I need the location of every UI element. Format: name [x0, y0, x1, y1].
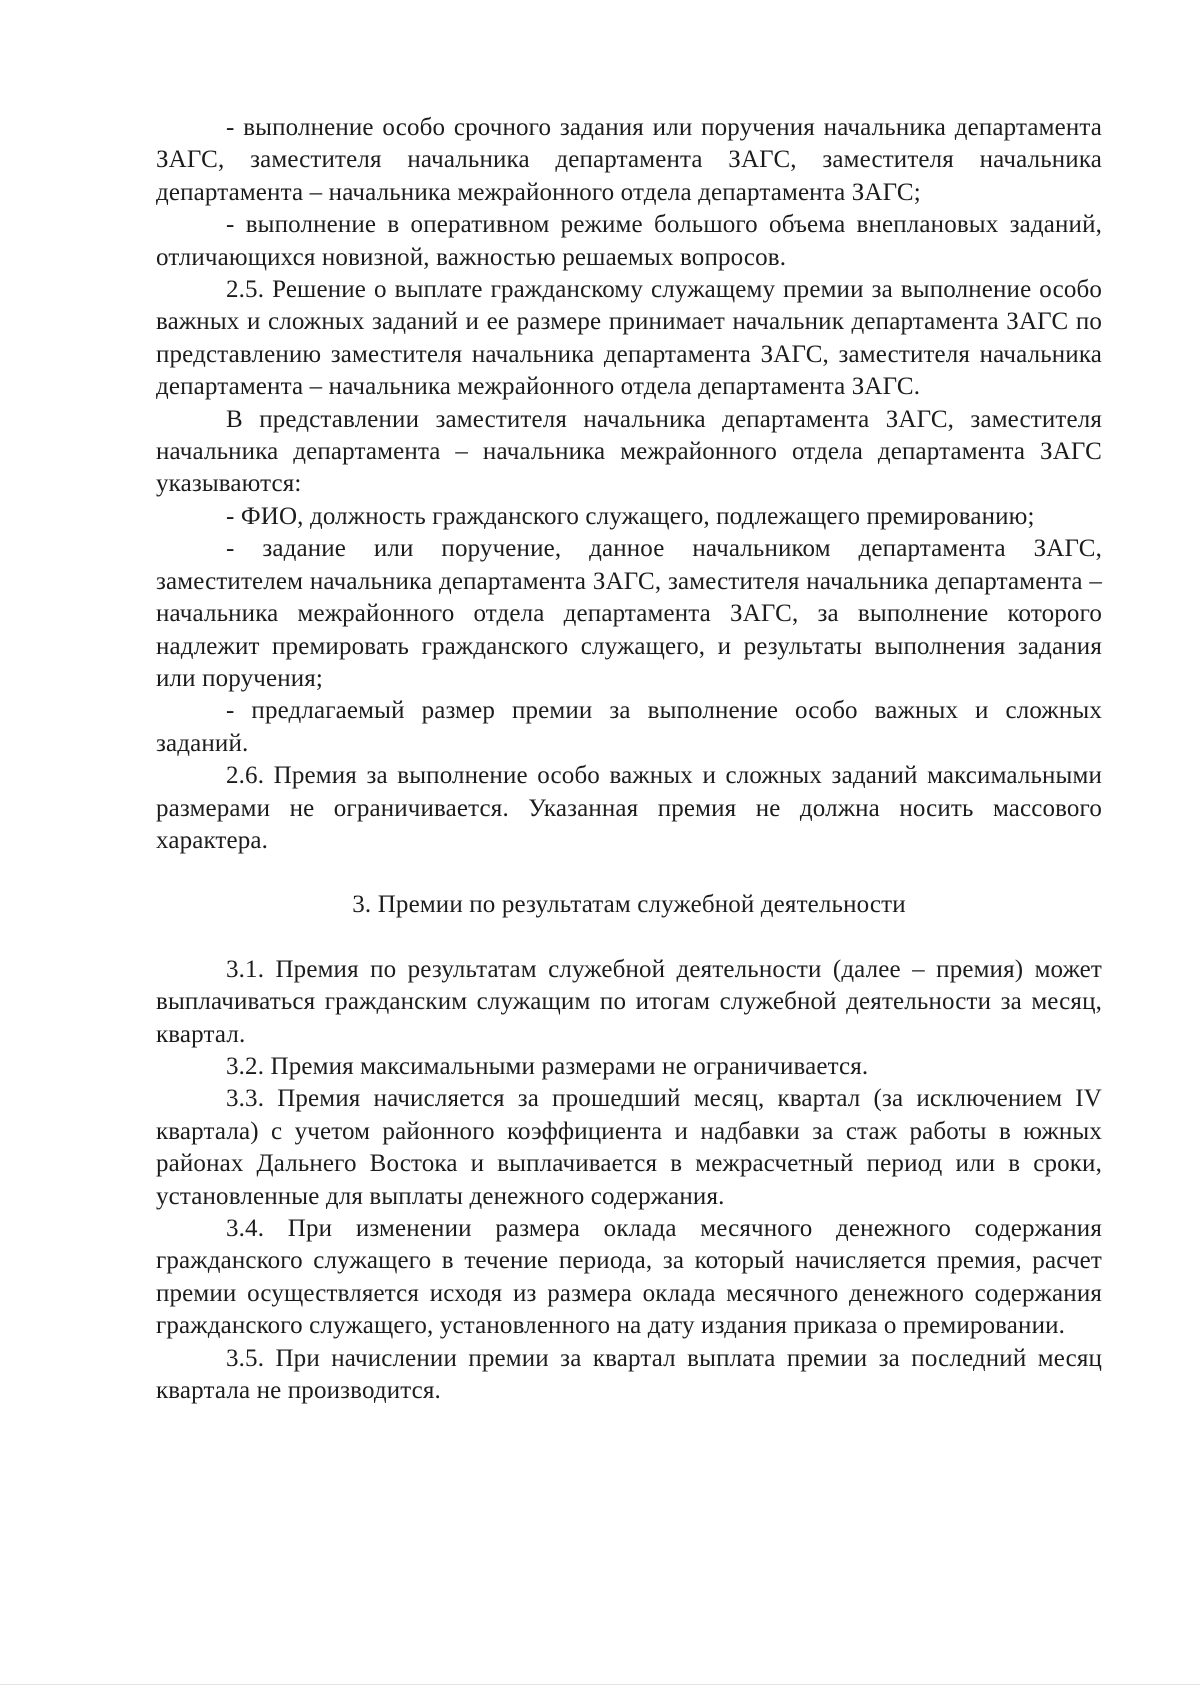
paragraph-3-1: 3.1. Премия по результатам служебной деятельности (далее – премия) может выплачиваться гражданским служащим по итогам служебной деятельности за месяц, квартал. — [156, 955, 1102, 1048]
paragraph-3-2: 3.2. Премия максимальными размерами не ограничивается. — [226, 1052, 869, 1080]
paragraph-submission-contents: В представлении заместителя начальника департамента ЗАГС, заместителя начальника департамента – начальника межрайонного отдела департамента ЗАГС указываются: — [156, 405, 1102, 498]
paragraph-3-4: 3.4. При изменении размера оклада месячного денежного содержания гражданского служащего в течение периода, за который начисляется премия, расчет премии осуществляется исходя из размера оклада месячного денежного содержания гражданского служащего, установленного на дату издания приказа о премировании. — [156, 1215, 1102, 1340]
scan-edge-line — [0, 1684, 1200, 1685]
paragraph-unplanned-tasks: - выполнение в оперативном режиме большого объема внеплановых заданий, отличающихся новизной, важностью решаемых вопросов. — [156, 211, 1102, 271]
paragraph-2-6: 2.6. Премия за выполнение особо важных и сложных заданий максимальными размерами не ограничивается. Указанная премия не должна носить массового характера. — [156, 762, 1102, 854]
paragraph-fio: - ФИО, должность гражданского служащего, подлежащего премированию; — [226, 502, 1035, 530]
paragraph-proposed-amount: - предлагаемый размер премии за выполнение особо важных и сложных заданий. — [156, 697, 1102, 757]
paragraph-urgent-task: - выполнение особо срочного задания или поручения начальника департамента ЗАГС, заместителя начальника департамента ЗАГС, заместителя начальника департамента – начальника межрайонного отдела департамента ЗАГС; — [156, 114, 1102, 206]
section-heading: 3. Премии по результатам служебной деятельности — [352, 891, 906, 919]
paragraph-3-5: 3.5. При начислении премии за квартал выплата премии за последний месяц квартала не производится. — [156, 1344, 1102, 1405]
paragraph-3-3: 3.3. Премия начисляется за прошедший месяц, квартал (за исключением IV квартала) с учетом районного коэффициента и надбавки за стаж работы в южных районах Дальнего Востока и выплачивается в межрасчетный период или в сроки, установленные для выплаты денежного содержания. — [156, 1085, 1102, 1210]
paragraph-task-description: - задание или поручение, данное начальником департамента ЗАГС, заместителем начальника департамента ЗАГС, заместителя начальника департамента – начальника межрайонного отдела департамента ЗАГС, за выполнение которого надлежит премировать гражданского служащего, и результаты выполнения задания или поручения; — [156, 535, 1102, 692]
document-body — [156, 112, 1102, 1407]
paragraph-2-5: 2.5. Решение о выплате гражданскому служащему премии за выполнение особо важных и сложных заданий и ее размере принимает начальник департамента ЗАГС по представлению заместителя начальника департамента ЗАГС, заместителя начальника департамента – начальника межрайонного отдела департамента ЗАГС. — [156, 276, 1102, 401]
